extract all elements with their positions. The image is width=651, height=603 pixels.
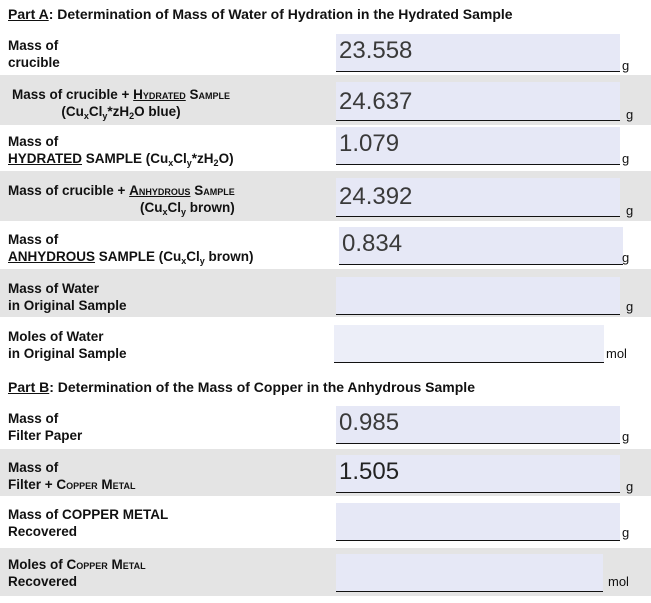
row-filter-copper [0,449,651,496]
label-mass-hydrated: Mass of HYDRATED SAMPLE $(Cu_xCl_y*zH_2O)$ [8,134,234,168]
unit-g: g [622,250,630,265]
input-moles-water[interactable] [334,325,604,363]
row-mass-water [0,269,651,317]
label-mass-crucible: Mass of crucible [8,38,60,70]
value-mass-hydrated: 1.079 [339,130,400,157]
row-moles-copper [0,548,651,596]
unit-g: g [626,479,634,494]
value-crucible-hydrated: 24.637 [339,88,413,115]
row-mass-anhydrous [0,222,651,268]
row-crucible-hydrated [0,75,651,125]
input-mass-hydrated[interactable] [336,127,620,165]
row-mass-hydrated [0,126,651,170]
input-mass-crucible[interactable] [336,34,620,72]
row-crucible-anhydrous [0,171,651,221]
label-moles-copper: Moles of Copper Metal Recovered [8,557,146,589]
unit-mol: mol [608,574,629,589]
input-crucible-hydrated[interactable] [336,82,620,121]
unit-g: g [626,299,634,314]
unit-g: g [626,107,634,122]
label-filter-copper: Mass of Filter + Copper Metal [8,460,136,492]
input-mass-copper[interactable] [336,503,620,541]
value-crucible-anhydrous: 24.392 [339,183,413,210]
input-filter-copper[interactable] [336,455,620,493]
row-filter-paper [0,402,651,448]
part-a-heading: Part A: Determination of Mass of Water of Hydration in the Hydrated Sample [8,6,513,22]
label-mass-copper: Mass of COPPER METAL Recovered [8,507,169,539]
label-crucible-hydrated: Mass of crucible + Hydrated Sample ($Cu_xCl_y*zH_2O$ blue) [12,87,231,121]
row-mass-copper [0,497,651,547]
input-crucible-anhydrous[interactable] [336,178,620,217]
value-mass-crucible: 23.558 [339,37,413,64]
label-mass-water: Mass of Water in Original Sample [8,281,127,313]
unit-g: g [622,525,630,540]
value-mass-anhydrous: 0.834 [342,230,403,257]
label-mass-anhydrous: Mass of ANHYDROUS SAMPLE ($Cu_xCl_y$ brown) [8,232,254,266]
value-filter-paper: 0.985 [339,409,400,436]
unit-g: g [622,58,630,73]
part-b-heading: Part B: Determination of the Mass of Copper in the Anhydrous Sample [8,379,475,395]
value-filter-copper: 1.505 [339,458,400,485]
label-moles-water: Moles of Water in Original Sample [8,329,127,361]
unit-mol: mol [606,346,627,361]
row-moles-water [0,318,651,366]
label-crucible-anhydrous: Mass of crucible + Anhydrous Sample ($Cu_xCl_y$ brown) [8,183,235,217]
input-mass-water[interactable] [336,277,620,315]
unit-g: g [626,203,634,218]
unit-g: g [622,429,630,444]
unit-g: g [622,151,630,166]
input-filter-paper[interactable] [336,406,620,444]
input-moles-copper[interactable] [336,554,603,592]
row-mass-crucible [0,30,651,74]
input-mass-anhydrous[interactable] [339,227,623,265]
label-filter-paper: Mass of Filter Paper [8,411,83,443]
